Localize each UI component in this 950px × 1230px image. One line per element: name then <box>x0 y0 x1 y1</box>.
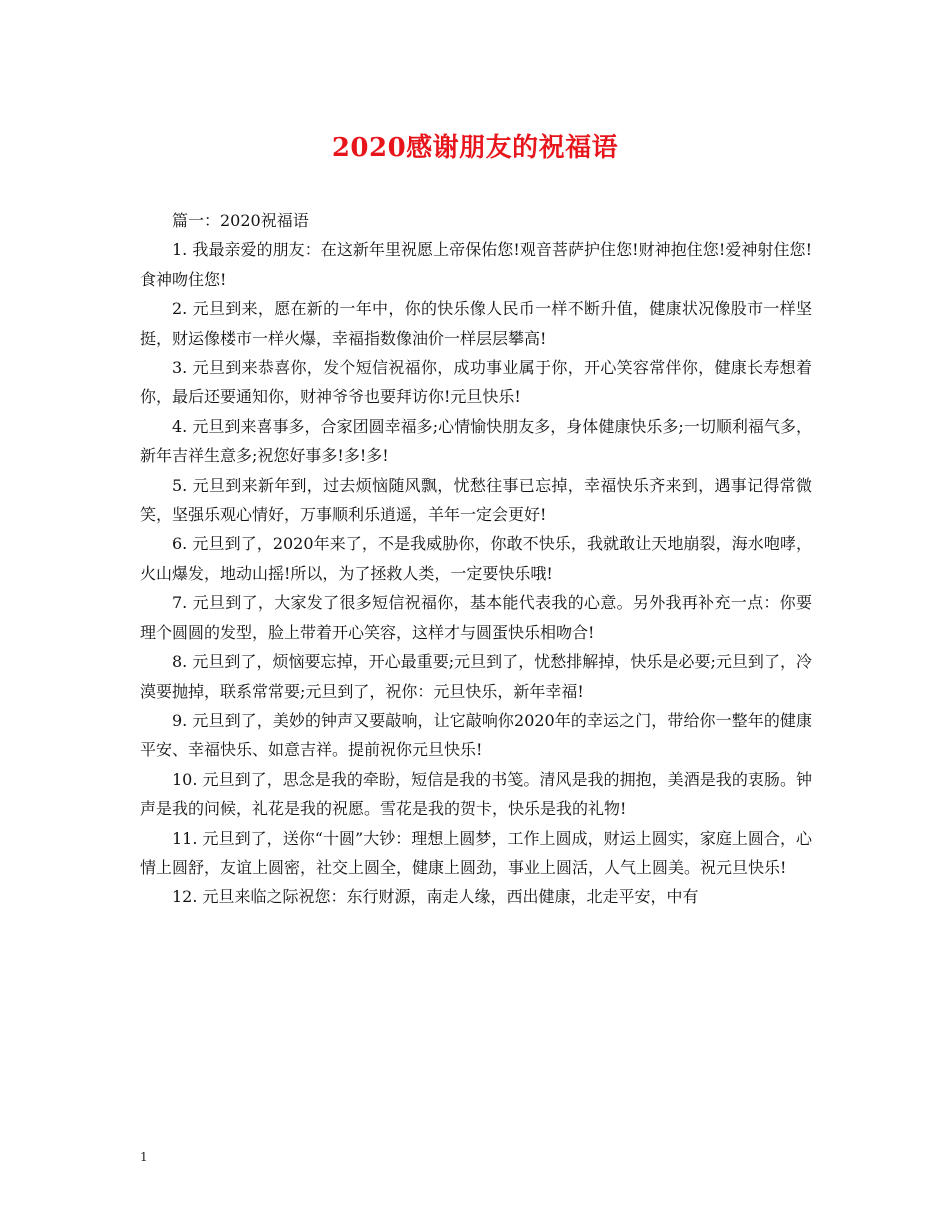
section-heading: 篇一：2020祝福语 <box>172 211 309 230</box>
paragraph-7: 7. 元旦到了，大家发了很多短信祝福你，基本能代表我的心意。另外我再补充一点：你要理个圆圆的发型，脸上带着开心笑容，这样才与圆蛋快乐相吻合! <box>140 593 812 642</box>
paragraph-1: 1. 我最亲爱的朋友：在这新年里祝愿上帝保佑您!观音菩萨护住您!财神抱住您!爱神射住您!食神吻住您! <box>140 240 812 289</box>
paragraph-8: 8. 元旦到了，烦恼要忘掉，开心最重要;元旦到了，忧愁排解掉，快乐是必要;元旦到了，冷漠要抛掉，联系常常要;元旦到了，祝你：元旦快乐，新年幸福! <box>140 652 812 701</box>
paragraph-12: 12. 元旦来临之际祝您：东行财源，南走人缘，西出健康，北走平安，中有 <box>172 887 699 907</box>
paragraph-2: 2. 元旦到来，愿在新的一年中，你的快乐像人民币一样不断升值，健康状况像股市一样坚挺，财运像楼市一样火爆，幸福指数像油价一样层层攀高! <box>140 299 812 348</box>
document-body <box>140 206 812 912</box>
paragraph-9: 9. 元旦到了，美妙的钟声又要敲响，让它敲响你2020年的幸运之门，带给你一整年的健康平安、幸福快乐、如意吉祥。提前祝你元旦快乐! <box>140 710 812 760</box>
paragraph-10: 10. 元旦到了，思念是我的牵盼，短信是我的书笺。清风是我的拥抱，美酒是我的衷肠。钟声是我的问候，礼花是我的祝愿。雪花是我的贺卡，快乐是我的礼物! <box>140 769 812 819</box>
paragraph-4: 4. 元旦到来喜事多，合家团圆幸福多;心情愉快朋友多，身体健康快乐多;一切顺利福气多，新年吉祥生意多;祝您好事多!多!多! <box>140 416 812 466</box>
paragraph-6: 6. 元旦到了，2020年来了，不是我威胁你，你敢不快乐，我就敢让天地崩裂，海水咆哮，火山爆发，地动山摇!所以，为了拯救人类，一定要快乐哦! <box>140 534 812 583</box>
paragraph-11: 11. 元旦到了，送你“十圆”大钞：理想上圆梦，工作上圆成，财运上圆实，家庭上圆合，心情上圆舒，友谊上圆密，社交上圆全，健康上圆劲，事业上圆活，人气上圆美。祝元旦快乐! <box>140 828 812 877</box>
paragraph-5: 5. 元旦到来新年到，过去烦恼随风飘，忧愁往事已忘掉，幸福快乐齐来到，遇事记得常微笑，坚强乐观心情好，万事顺利乐逍遥，羊年一定会更好! <box>140 475 812 525</box>
paragraph-3: 3. 元旦到来恭喜你，发个短信祝福你，成功事业属于你，开心笑容常伴你，健康长寿想着你，最后还要通知你，财神爷爷也要拜访你!元旦快乐! <box>140 358 812 407</box>
page-number: 1 <box>140 1150 148 1164</box>
document-title: 2020感谢朋友的祝福语 <box>331 133 619 163</box>
